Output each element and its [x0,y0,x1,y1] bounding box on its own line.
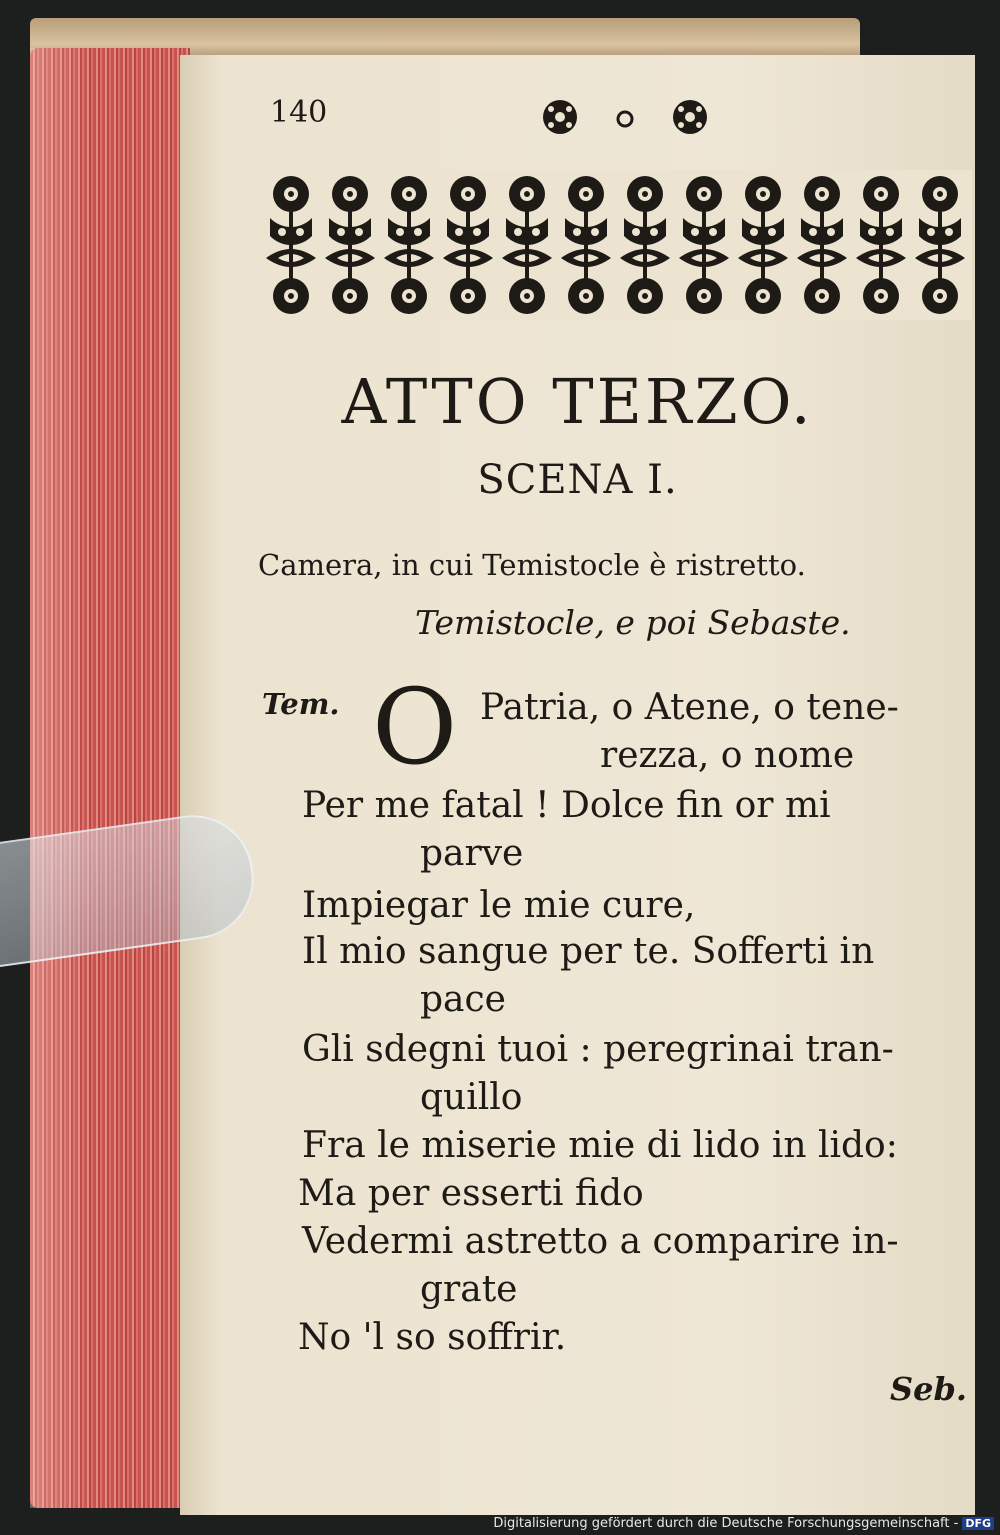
page-edges [30,48,190,1508]
speaker-label: Tem. [262,687,340,721]
scene-title: SCENA I. [477,457,678,503]
verse-line: quillo [420,1077,523,1118]
verse-line: Patria, o Atene, o tene- [480,687,899,728]
verse-line: Vedermi astretto a comparire in- [302,1221,899,1262]
dfg-logo: DFG [962,1517,994,1530]
header-ornament-icon [535,95,715,139]
credit-text: Digitalisierung gefördert durch die Deutsche Forschungsgemeinschaft - [493,1516,959,1531]
drop-cap: O [372,666,458,788]
catchword: Seb. [890,1370,967,1408]
page-number: 140 [270,95,328,130]
verse-line: Per me fatal ! Dolce fin or mi [302,785,831,826]
verse-line: Ma per esserti fido [298,1173,644,1214]
verse-line: grate [420,1269,518,1310]
verse-line: parve [420,833,524,874]
characters-line: Temistocle, e poi Sebaste. [415,603,851,642]
verse-line: pace [420,979,506,1020]
book-page [180,55,975,1515]
stage-setting: Camera, in cui Temistocle è ristretto. [258,548,806,582]
floral-ornament-band [262,170,972,320]
verse-line: rezza, o nome [600,735,855,776]
digitization-credit [493,1516,994,1531]
act-title: ATTO TERZO. [341,365,814,438]
verse-line: Fra le miserie mie di lido in lido: [302,1125,898,1166]
verse-line: Impiegar le mie cure, [302,885,696,926]
verse-line: Il mio sangue per te. Sofferti in [302,931,875,972]
verse-line: Gli sdegni tuoi : peregrinai tran- [302,1029,894,1070]
verse-line: No 'l so soffrir. [298,1317,567,1358]
